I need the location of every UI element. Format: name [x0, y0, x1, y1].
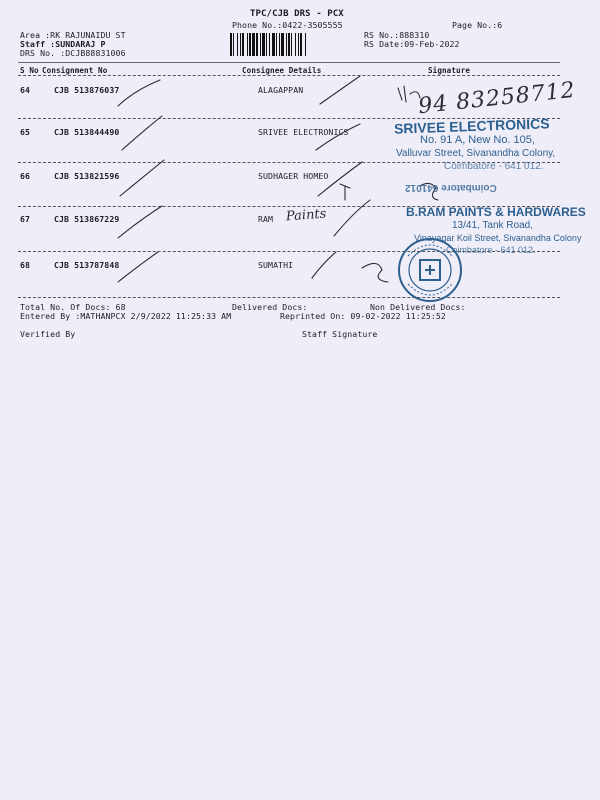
col-signature: Signature [428, 66, 471, 75]
tick-mark [122, 116, 162, 150]
row-sno: 68 [20, 260, 31, 270]
row-consignment: CJB 513787848 [54, 260, 120, 270]
tick-mark [118, 80, 160, 106]
tick-mark [334, 200, 370, 236]
area-field: Area :RK RAJUNAIDU ST [20, 30, 126, 40]
total-docs: Total No. Of Docs: 68 [20, 302, 126, 312]
row-consignee: SRIVEE ELECTRONICS [258, 127, 349, 137]
tick-mark [316, 124, 360, 150]
col-sno: S No [20, 66, 39, 75]
row-sno: 66 [20, 171, 31, 181]
handwritten-mark [340, 184, 350, 200]
stamp-line: Coimbatore - 641 012. [444, 161, 544, 172]
col-consignee: Consignee Details [242, 66, 322, 75]
stamp-line: 13/41, Tank Road, [452, 220, 533, 231]
rs-number: RS No.:888310 [364, 30, 430, 40]
round-seal [396, 236, 464, 304]
non-delivered-docs: Non Delivered Docs: [370, 302, 466, 312]
handwritten-mark [362, 263, 388, 282]
phone-number: Phone No.:0422-3505555 [232, 20, 343, 30]
staff-field: Staff :SUNDARAJ P [20, 39, 106, 49]
stamp-line: SRIVEE ELECTRONICS [393, 115, 550, 137]
col-consignment: Consignment No [42, 66, 108, 75]
row-consignee: RAM [258, 214, 274, 224]
row-consignment: CJB 513844490 [54, 127, 120, 137]
page-number: Page No.:6 [452, 20, 503, 30]
delivered-docs: Delivered Docs: [232, 302, 308, 312]
tick-mark [118, 206, 162, 238]
tick-mark [120, 160, 164, 196]
row-consignment: CJB 513876037 [54, 85, 120, 95]
tick-mark [118, 252, 158, 282]
drs-number: DRS No. :DCJB88831006 [20, 48, 126, 58]
staff-signature-label: Staff Signature [302, 329, 378, 339]
row-sno: 67 [20, 214, 31, 224]
verified-by: Verified By [20, 329, 76, 339]
row-sno: 64 [20, 85, 31, 95]
tick-mark [320, 76, 360, 104]
stamp-line: B.RAM PAINTS & HARDWARES [406, 205, 586, 219]
tick-mark [312, 252, 336, 278]
row-consignee: SUMATHI [258, 260, 294, 270]
stamp-line-mirrored: Coimbatore 641012 [405, 182, 497, 193]
document-title: TPC/CJB DRS - PCX [250, 9, 344, 19]
reprinted-on: Reprinted On: 09-02-2022 11:25:52 [280, 311, 446, 321]
stamp-line: No. 91 A, New No. 105, [420, 134, 535, 146]
row-consignee: ALAGAPPAN [258, 85, 304, 95]
rs-date: RS Date:09-Feb-2022 [364, 39, 460, 49]
row-consignment: CJB 513821596 [54, 171, 120, 181]
stamp-line: Vinayagar Koil Street, Sivanandha Colony [414, 233, 582, 243]
stamp-line: Valluvar Street, Sivanandha Colony, [396, 148, 556, 159]
handwritten-phone: 94 83258712 [417, 77, 577, 120]
stamp-line: Coimbatore - 641 012. [446, 245, 536, 255]
row-sno: 65 [20, 127, 31, 137]
tick-mark [318, 162, 362, 196]
row-consignee: SUDHAGER HOMEO [258, 171, 329, 181]
entered-by: Entered By :MATHANPCX 2/9/2022 11:25:33 AM [20, 311, 232, 321]
handwritten-paints: Paints [285, 206, 327, 225]
row-consignment: CJB 513867229 [54, 214, 120, 224]
